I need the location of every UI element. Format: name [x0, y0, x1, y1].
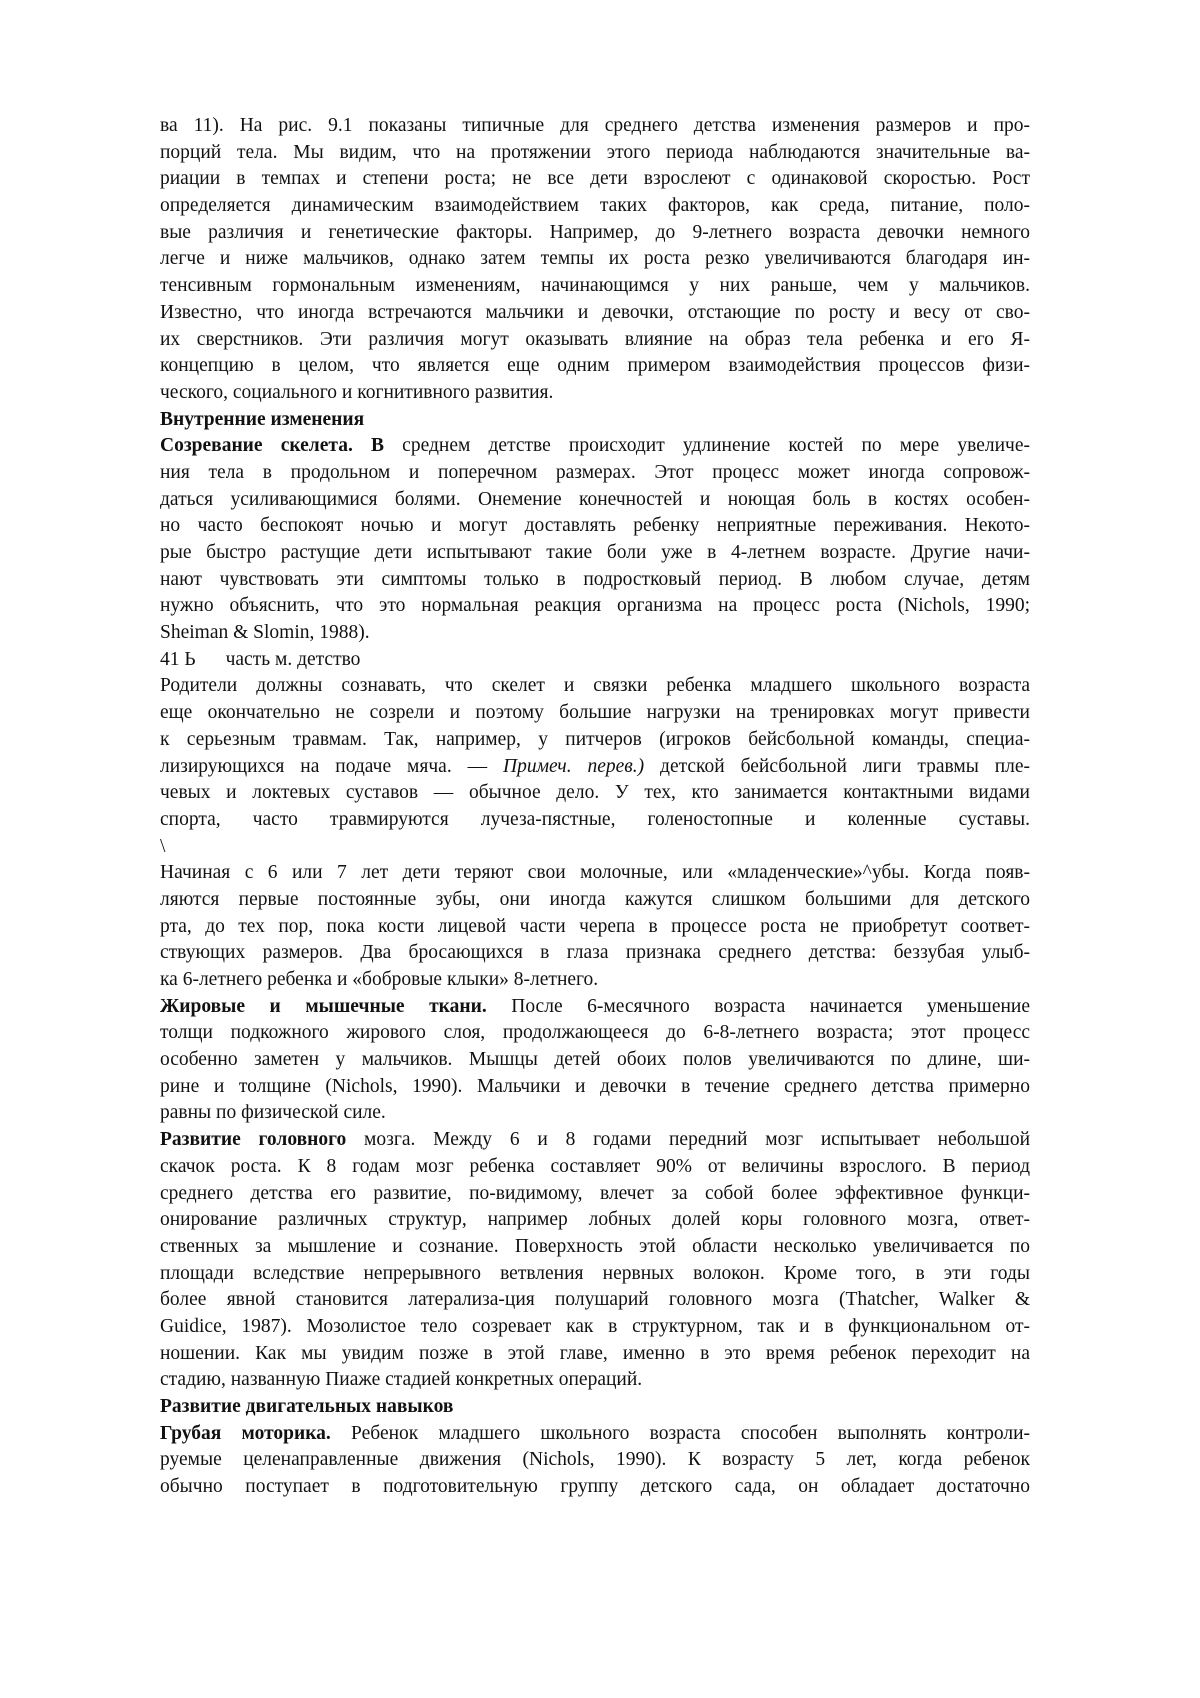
text-span: среднем детстве происходит удлинение костей по мере увеличе-: [384, 435, 1030, 456]
text-span: их сверстников. Эти различия могут оказывать влияние на образ тела ребенка и его Я-: [160, 329, 1030, 350]
text-span: рине и толщине (Nichols, 1990). Мальчики и девочки в течение среднего детства примерно: [160, 1076, 1030, 1097]
text-line: [160, 967, 1030, 994]
bold-text: Развитие головного: [160, 1129, 346, 1150]
text-line: [160, 754, 1030, 781]
text-line: [160, 1367, 1030, 1394]
text-line: [160, 353, 1030, 380]
text-span: ношении. Как мы увидим позже в этой главе, именно в это время ребенок переходит на: [160, 1343, 1030, 1364]
text-span: ческого, социального и когнитивного развития.: [160, 382, 553, 403]
text-line: [160, 940, 1030, 967]
text-span: мозга. Между 6 и 8 годами передний мозг испытывает небольшой: [346, 1129, 1030, 1150]
text-span: особенно заметен у мальчиков. Мышцы детей обоих полов увеличиваются по длине, ши-: [160, 1049, 1030, 1070]
text-span: лизирующихся на подаче мяча. —: [160, 756, 503, 777]
text-line: [160, 113, 1030, 140]
bold-text: Внутренние изменения: [160, 409, 364, 430]
text-span: среднего детства его развитие, по-видимому, влечет за собой более эффективное функци-: [160, 1183, 1030, 1204]
text-span: ляются первые постоянные зубы, они иногда кажутся слишком большими для детского: [160, 889, 1030, 910]
text-span: рта, до тех пор, пока кости лицевой части черепа в процессе роста не приобретут соответ-: [160, 916, 1030, 937]
text-span: даться усиливающимися болями. Онемение конечностей и ноющая боль в костях особен-: [160, 489, 1030, 510]
text-line: [160, 567, 1030, 594]
text-line: [160, 1261, 1030, 1288]
text-line: [160, 1047, 1030, 1074]
text-line: [160, 1314, 1030, 1341]
text-line: [160, 673, 1030, 700]
text-span: часть м. детство: [226, 649, 361, 670]
text-span: нают чувствовать эти симптомы только в подростковый период. В любом случае, детям: [160, 569, 1030, 590]
text-line: [160, 220, 1030, 247]
text-span: рые быстро растущие дети испытывают такие боли уже в 4-летнем возрасте. Другие начи-: [160, 542, 1030, 563]
text-span: порций тела. Мы видим, что на протяжении этого периода наблюдаются значительные ва-: [160, 142, 1030, 163]
text-span: более явной становится латерализа-ция полушарий головного мозга (Thatcher, Walker &: [160, 1289, 1030, 1310]
text-span: Sheiman & Slomin, 1988).: [160, 622, 370, 643]
text-line: [160, 1287, 1030, 1314]
text-line: [160, 166, 1030, 193]
text-line: [160, 140, 1030, 167]
text-span: ва 11). На рис. 9.1 показаны типичные для среднего детства изменения размеров и про-: [160, 115, 1030, 136]
text-span: онирование различных структур, например лобных долей коры головного мозга, ответ-: [160, 1209, 1030, 1230]
text-line: [160, 780, 1030, 807]
text-span: еще окончательно не созрели и поэтому большие нагрузки на тренировках могут привести: [160, 702, 1030, 723]
text-line: [160, 1341, 1030, 1368]
text-line: [160, 914, 1030, 941]
section-heading: [160, 1394, 1030, 1421]
text-span: концепцию в целом, что является еще одним примером взаимодействия процессов физи-: [160, 355, 1030, 376]
text-line: [160, 1474, 1030, 1501]
text-span: легче и ниже мальчиков, однако затем темпы их роста резко увеличиваются благодаря ин-: [160, 248, 1030, 269]
text-span: ния тела в продольном и поперечном размерах. Этот процесс может иногда сопровож-: [160, 462, 1030, 483]
text-span: тенсивным гормональным изменениям, начинающимся у них раньше, чем у мальчиков.: [160, 275, 1030, 296]
text-line: [160, 1074, 1030, 1101]
running-head: [160, 647, 1030, 674]
text-line: [160, 1207, 1030, 1234]
text-line: [160, 620, 1030, 647]
text-span: Ребенок младшего школьного возраста способен выполнять контроли-: [331, 1423, 1030, 1444]
text-span: После 6-месячного возраста начинается уменьшение: [487, 996, 1030, 1017]
text-line: [160, 1154, 1030, 1181]
italic-text: Примеч. перев.): [503, 756, 644, 777]
text-span: площади вследствие непрерывного ветвления нервных волокон. Кроме того, в эти годы: [160, 1263, 1030, 1284]
text-span: равны по физической силе.: [160, 1102, 386, 1123]
bold-text: Развитие двигательных навыков: [160, 1396, 453, 1417]
section-heading: [160, 407, 1030, 434]
text-line: [160, 727, 1030, 754]
text-line: [160, 540, 1030, 567]
bold-text: Созревание скелета. В: [160, 435, 384, 456]
text-span: Известно, что иногда встречаются мальчики и девочки, отстающие по росту и весу от сво-: [160, 302, 1030, 323]
text-span: 41 Ь: [160, 649, 196, 670]
text-span: скачок роста. К 8 годам мозг ребенка составляет 90% от величины взрослого. В период: [160, 1156, 1030, 1177]
bold-text: Грубая моторика.: [160, 1423, 331, 1444]
text-span: ственных за мышление и сознание. Поверхность этой области несколько увеличивается по: [160, 1236, 1030, 1257]
text-line: [160, 487, 1030, 514]
text-line: [160, 1234, 1030, 1261]
text-line: [160, 1100, 1030, 1127]
text-line: [160, 887, 1030, 914]
text-line: [160, 593, 1030, 620]
text-span: стадию, названную Пиаже стадией конкретных операций.: [160, 1369, 642, 1390]
text-span: \: [160, 836, 165, 857]
text-line: [160, 246, 1030, 273]
text-span: толщи подкожного жирового слоя, продолжающееся до 6-8-летнего возраста; этот процесс: [160, 1022, 1030, 1043]
text-line: [160, 460, 1030, 487]
text-span: Начиная с 6 или 7 лет дети теряют свои молочные, или «младенческие»^убы. Когда появ-: [160, 862, 1030, 883]
text-line: [160, 807, 1030, 834]
text-line: [160, 1447, 1030, 1474]
text-span: ка 6-летнего ребенка и «бобровые клыки» 8-летнего.: [160, 969, 598, 990]
text-span: вые различия и генетические факторы. Например, до 9-летнего возраста девочки немного: [160, 222, 1030, 243]
text-span: обычно поступает в подготовительную группу детского сада, он обладает достаточно: [160, 1476, 1030, 1497]
text-span: руемые целенаправленные движения (Nichols, 1990). К возрасту 5 лет, когда ребенок: [160, 1449, 1030, 1470]
text-span: ствующих размеров. Два бросающихся в глаза признака среднего детства: беззубая улыб-: [160, 942, 1030, 963]
text-span: но часто беспокоят ночью и могут доставлять ребенку неприятные переживания. Некото-: [160, 515, 1030, 536]
text-line: [160, 193, 1030, 220]
text-span: чевых и локтевых суставов — обычное дело. У тех, кто занимается контактными видами: [160, 782, 1030, 803]
text-span: Родители должны сознавать, что скелет и связки ребенка младшего школьного возраста: [160, 675, 1030, 696]
text-line: [160, 1421, 1030, 1448]
text-span: определяется динамическим взаимодействием таких факторов, как среда, питание, поло-: [160, 195, 1030, 216]
text-span: риации в темпах и степени роста; не все дети взрослеют с одинаковой скоростью. Рост: [160, 168, 1030, 189]
text-span: к серьезным травмам. Так, например, у питчеров (игроков бейсбольной команды, специа-: [160, 729, 1030, 750]
text-span: спорта, часто травмируются лучеза-пястные, голеностопные и коленные суставы.: [160, 809, 1030, 830]
text-line: [160, 513, 1030, 540]
text-line: [160, 1127, 1030, 1154]
text-line: [160, 1181, 1030, 1208]
bold-text: Жировые и мышечные ткани.: [160, 996, 487, 1017]
text-line: [160, 834, 1030, 861]
text-line: [160, 860, 1030, 887]
text-span: детской бейсбольной лиги травмы пле-: [644, 756, 1030, 777]
text-line: [160, 380, 1030, 407]
document-page: [160, 113, 1030, 1501]
text-line: [160, 327, 1030, 354]
text-line: [160, 994, 1030, 1021]
text-line: [160, 300, 1030, 327]
text-line: [160, 273, 1030, 300]
text-span: нужно объяснить, что это нормальная реакция организма на процесс роста (Nichols, 1990;: [160, 595, 1030, 616]
text-span: Guidice, 1987). Мозолистое тело созревает как в структурном, так и в функциональном от-: [160, 1316, 1030, 1337]
text-line: [160, 1020, 1030, 1047]
text-line: [160, 433, 1030, 460]
text-line: [160, 700, 1030, 727]
